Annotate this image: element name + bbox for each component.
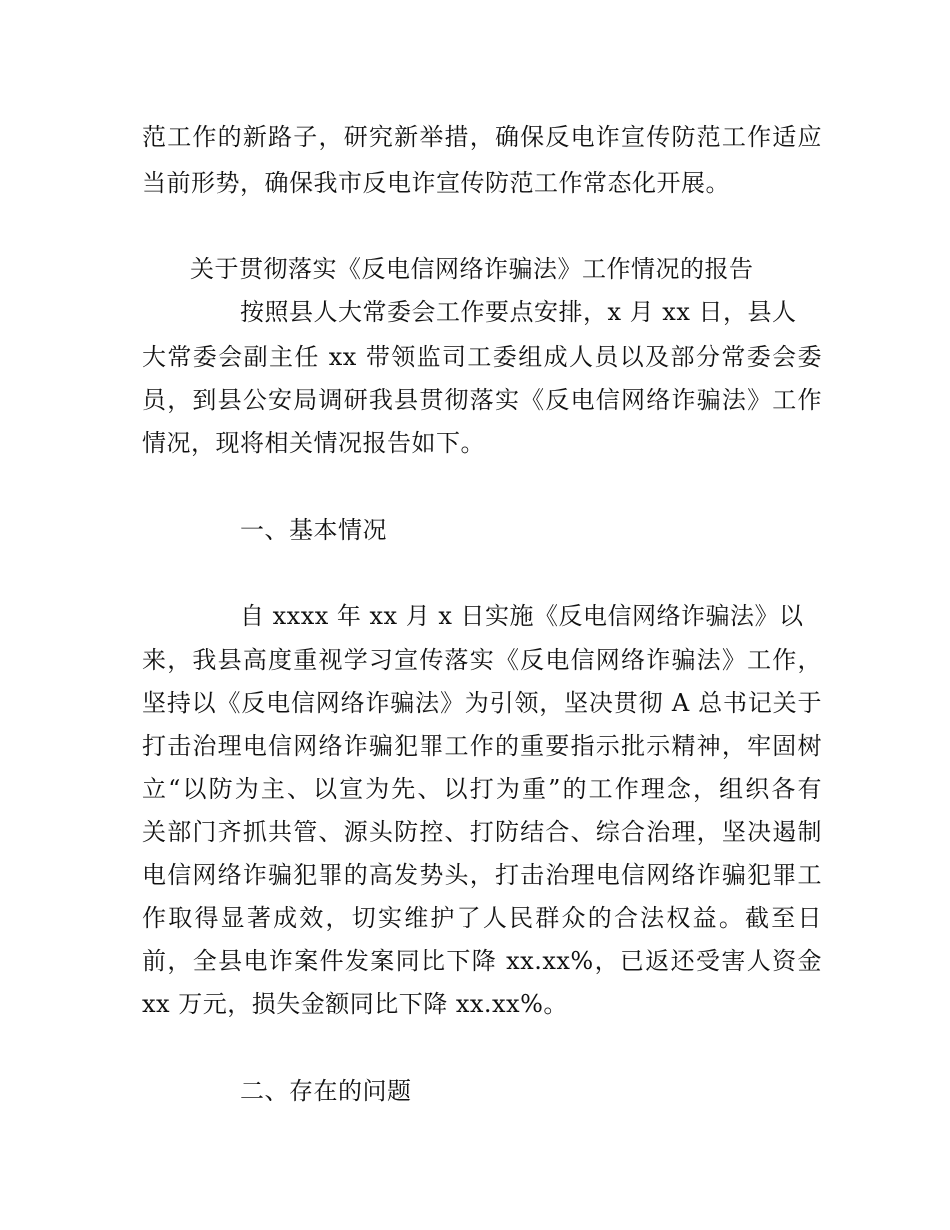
section-heading-basic: 一、基本情况	[240, 516, 387, 544]
basic-line-10: xx 万元，损失金额同比下降 xx.xx%。	[142, 990, 568, 1018]
opening-line-1: 按照县人大常委会工作要点安排，x 月 xx 日，县人	[240, 298, 797, 326]
basic-line-5: 立“以防为主、以宣为先、以打为重”的工作理念，组织各有	[142, 775, 822, 803]
basic-line-6: 关部门齐抓共管、源头防控、打防结合、综合治理，坚决遏制	[142, 818, 822, 846]
basic-line-2: 来，我县高度重视学习宣传落实《反电信网络诈骗法》工作，	[142, 646, 822, 674]
basic-line-9: 前，全县电诈案件发案同比下降 xx.xx%，已返还受害人资金	[142, 947, 822, 975]
basic-line-1: 自 xxxx 年 xx 月 x 日实施《反电信网络诈骗法》以	[240, 602, 804, 630]
opening-line-2: 大常委会副主任 xx 带领监司工委组成人员以及部分常委会委	[142, 343, 822, 371]
opening-line-4: 情况，现将相关情况报告如下。	[142, 429, 485, 457]
intro-line-1: 范工作的新路子，研究新举措，确保反电诈宣传防范工作适应	[142, 123, 822, 151]
basic-line-3: 坚持以《反电信网络诈骗法》为引领，坚决贯彻 A 总书记关于	[142, 689, 822, 717]
opening-line-3: 员，到县公安局调研我县贯彻落实《反电信网络诈骗法》工作	[142, 386, 822, 414]
section-heading-problems: 二、存在的问题	[240, 1077, 412, 1105]
basic-line-8: 作取得显著成效，切实维护了人民群众的合法权益。截至日	[142, 904, 822, 932]
basic-line-7: 电信网络诈骗犯罪的高发势头，打击治理电信网络诈骗犯罪工	[142, 861, 822, 889]
report-title: 关于贯彻落实《反电信网络诈骗法》工作情况的报告	[190, 255, 754, 283]
intro-line-2: 当前形势，确保我市反电诈宣传防范工作常态化开展。	[142, 169, 730, 197]
basic-line-4: 打击治理电信网络诈骗犯罪工作的重要指示批示精神，牢固树	[142, 732, 822, 760]
